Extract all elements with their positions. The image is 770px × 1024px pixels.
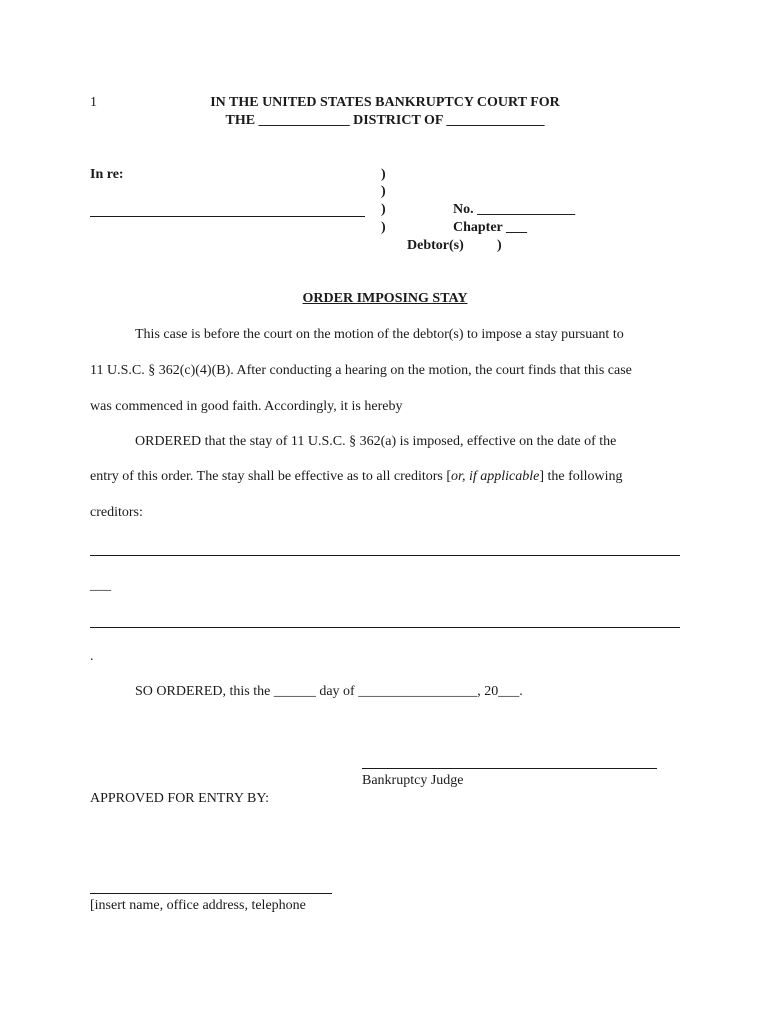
judge-label: Bankruptcy Judge bbox=[362, 773, 464, 788]
court-header-line1: IN THE UNITED STATES BANKRUPTCY COURT FOR bbox=[210, 95, 560, 110]
body-paragraph-1-line-1: This case is before the court on the motion of the debtor(s) to impose a stay pursuant to bbox=[135, 327, 624, 342]
body-paragraph-1-line-3: was commenced in good faith. Accordingly, it is hereby bbox=[90, 399, 403, 414]
body-text: entry of this order. The stay shall be effective as to all creditors [ bbox=[90, 469, 452, 484]
creditor-blank-line bbox=[90, 627, 680, 628]
body-paragraph-2-line-2 bbox=[90, 469, 623, 485]
approved-for-entry-label: APPROVED FOR ENTRY BY: bbox=[90, 791, 270, 806]
creditor-blank-line bbox=[90, 555, 680, 556]
body-text: ] the following bbox=[539, 469, 623, 484]
body-italic-text: or, if applicable bbox=[451, 469, 540, 484]
creditor-blank-tail: ___ bbox=[90, 578, 111, 593]
judge-signature-line bbox=[362, 768, 657, 769]
body-paragraph-2-line-1: ORDERED that the stay of 11 U.S.C. § 362(a) is imposed, effective on the date of the bbox=[135, 434, 617, 449]
so-ordered-line: SO ORDERED, this the ______ day of _________________, 20___. bbox=[135, 684, 523, 699]
page-number: 1 bbox=[90, 95, 97, 110]
chapter-label: Chapter ___ bbox=[453, 220, 528, 235]
body-paragraph-2-line-3: creditors: bbox=[90, 505, 143, 520]
debtor-label: Debtor(s) bbox=[407, 238, 464, 253]
order-title: ORDER IMPOSING STAY bbox=[302, 291, 468, 306]
attorney-signature-line bbox=[90, 893, 332, 894]
caption-paren: ) bbox=[381, 184, 386, 199]
case-number-label: No. ______________ bbox=[453, 202, 576, 217]
debtor-name-line bbox=[90, 216, 365, 217]
caption-paren: ) bbox=[381, 220, 386, 235]
caption-paren: ) bbox=[381, 202, 386, 217]
attorney-info-label: [insert name, office address, telephone bbox=[90, 898, 306, 913]
creditor-blank-tail: . bbox=[90, 649, 94, 664]
caption-paren: ) bbox=[497, 238, 502, 253]
court-header-line2: THE _____________ DISTRICT OF ______________ bbox=[225, 113, 545, 128]
body-paragraph-1-line-2: 11 U.S.C. § 362(c)(4)(B). After conducting a hearing on the motion, the court finds that this case bbox=[90, 363, 632, 378]
in-re-label: In re: bbox=[90, 167, 124, 182]
caption-paren: ) bbox=[381, 167, 386, 182]
